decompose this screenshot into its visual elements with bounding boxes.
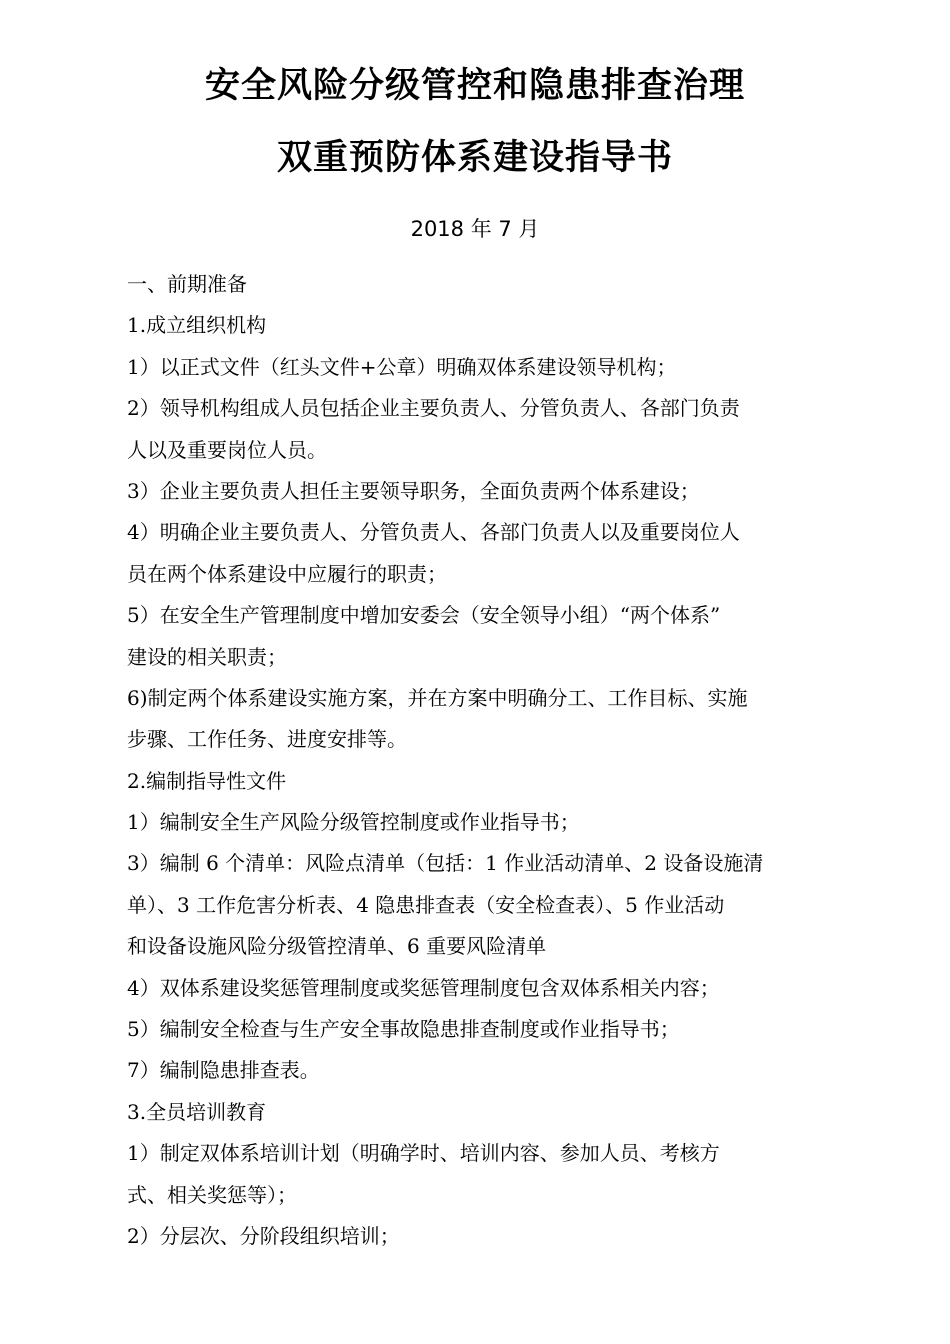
subsection-heading: 3.全员培训教育 bbox=[127, 1099, 267, 1124]
body-line: 4）明确企业主要负责人、分管负责人、各部门负责人以及重要岗位人 bbox=[127, 520, 740, 545]
body-line: 步骤、工作任务、进度安排等。 bbox=[127, 727, 407, 752]
body-line: 员在两个体系建设中应履行的职责； bbox=[127, 561, 447, 586]
subsection-heading: 1.成立组织机构 bbox=[127, 313, 267, 338]
body-line: 1）编制安全生产风险分级管控制度或作业指导书； bbox=[127, 810, 580, 835]
body-line: 建设的相关职责； bbox=[127, 644, 287, 669]
body-line: 1）制定双体系培训计划（明确学时、培训内容、参加人员、考核方 bbox=[127, 1141, 720, 1166]
document-title-line-2: 双重预防体系建设指导书 bbox=[276, 138, 673, 178]
body-line: 3）企业主要负责人担任主要领导职务，全面负责两个体系建设； bbox=[127, 478, 700, 503]
body-line: 式、相关奖惩等）； bbox=[127, 1182, 297, 1207]
body-line: 单）、3 工作危害分析表、4 隐患排查表（安全检查表）、5 作业活动 bbox=[127, 892, 725, 917]
document-date: 2018 年 7 月 bbox=[410, 217, 540, 241]
body-line: 3）编制 6 个清单：风险点清单（包括：1 作业活动清单、2 设备设施清 bbox=[127, 851, 764, 876]
document-title-line-1: 安全风险分级管控和隐患排查治理 bbox=[204, 66, 745, 106]
subsection-heading: 2.编制指导性文件 bbox=[127, 768, 287, 793]
body-line: 1）以正式文件（红头文件+公章）明确双体系建设领导机构； bbox=[127, 354, 677, 379]
body-line: 5）在安全生产管理制度中增加安委会（安全领导小组）“两个体系” bbox=[127, 603, 721, 628]
body-line: 7）编制隐患排查表。 bbox=[127, 1058, 320, 1083]
body-line: 5）编制安全检查与生产安全事故隐患排查制度或作业指导书； bbox=[127, 1017, 680, 1042]
body-line: 4）双体系建设奖惩管理制度或奖惩管理制度包含双体系相关内容； bbox=[127, 975, 720, 1000]
body-line: 和设备设施风险分级管控清单、6 重要风险清单 bbox=[127, 934, 547, 959]
body-line: 人以及重要岗位人员。 bbox=[127, 437, 327, 462]
document-body bbox=[127, 264, 827, 1257]
section-heading: 一、前期准备 bbox=[127, 272, 247, 296]
body-line: 2）分层次、分阶段组织培训； bbox=[127, 1223, 400, 1248]
body-line: 6)制定两个体系建设实施方案，并在方案中明确分工、工作目标、实施 bbox=[127, 685, 748, 710]
body-line: 2）领导机构组成人员包括企业主要负责人、分管负责人、各部门负责 bbox=[127, 396, 740, 421]
